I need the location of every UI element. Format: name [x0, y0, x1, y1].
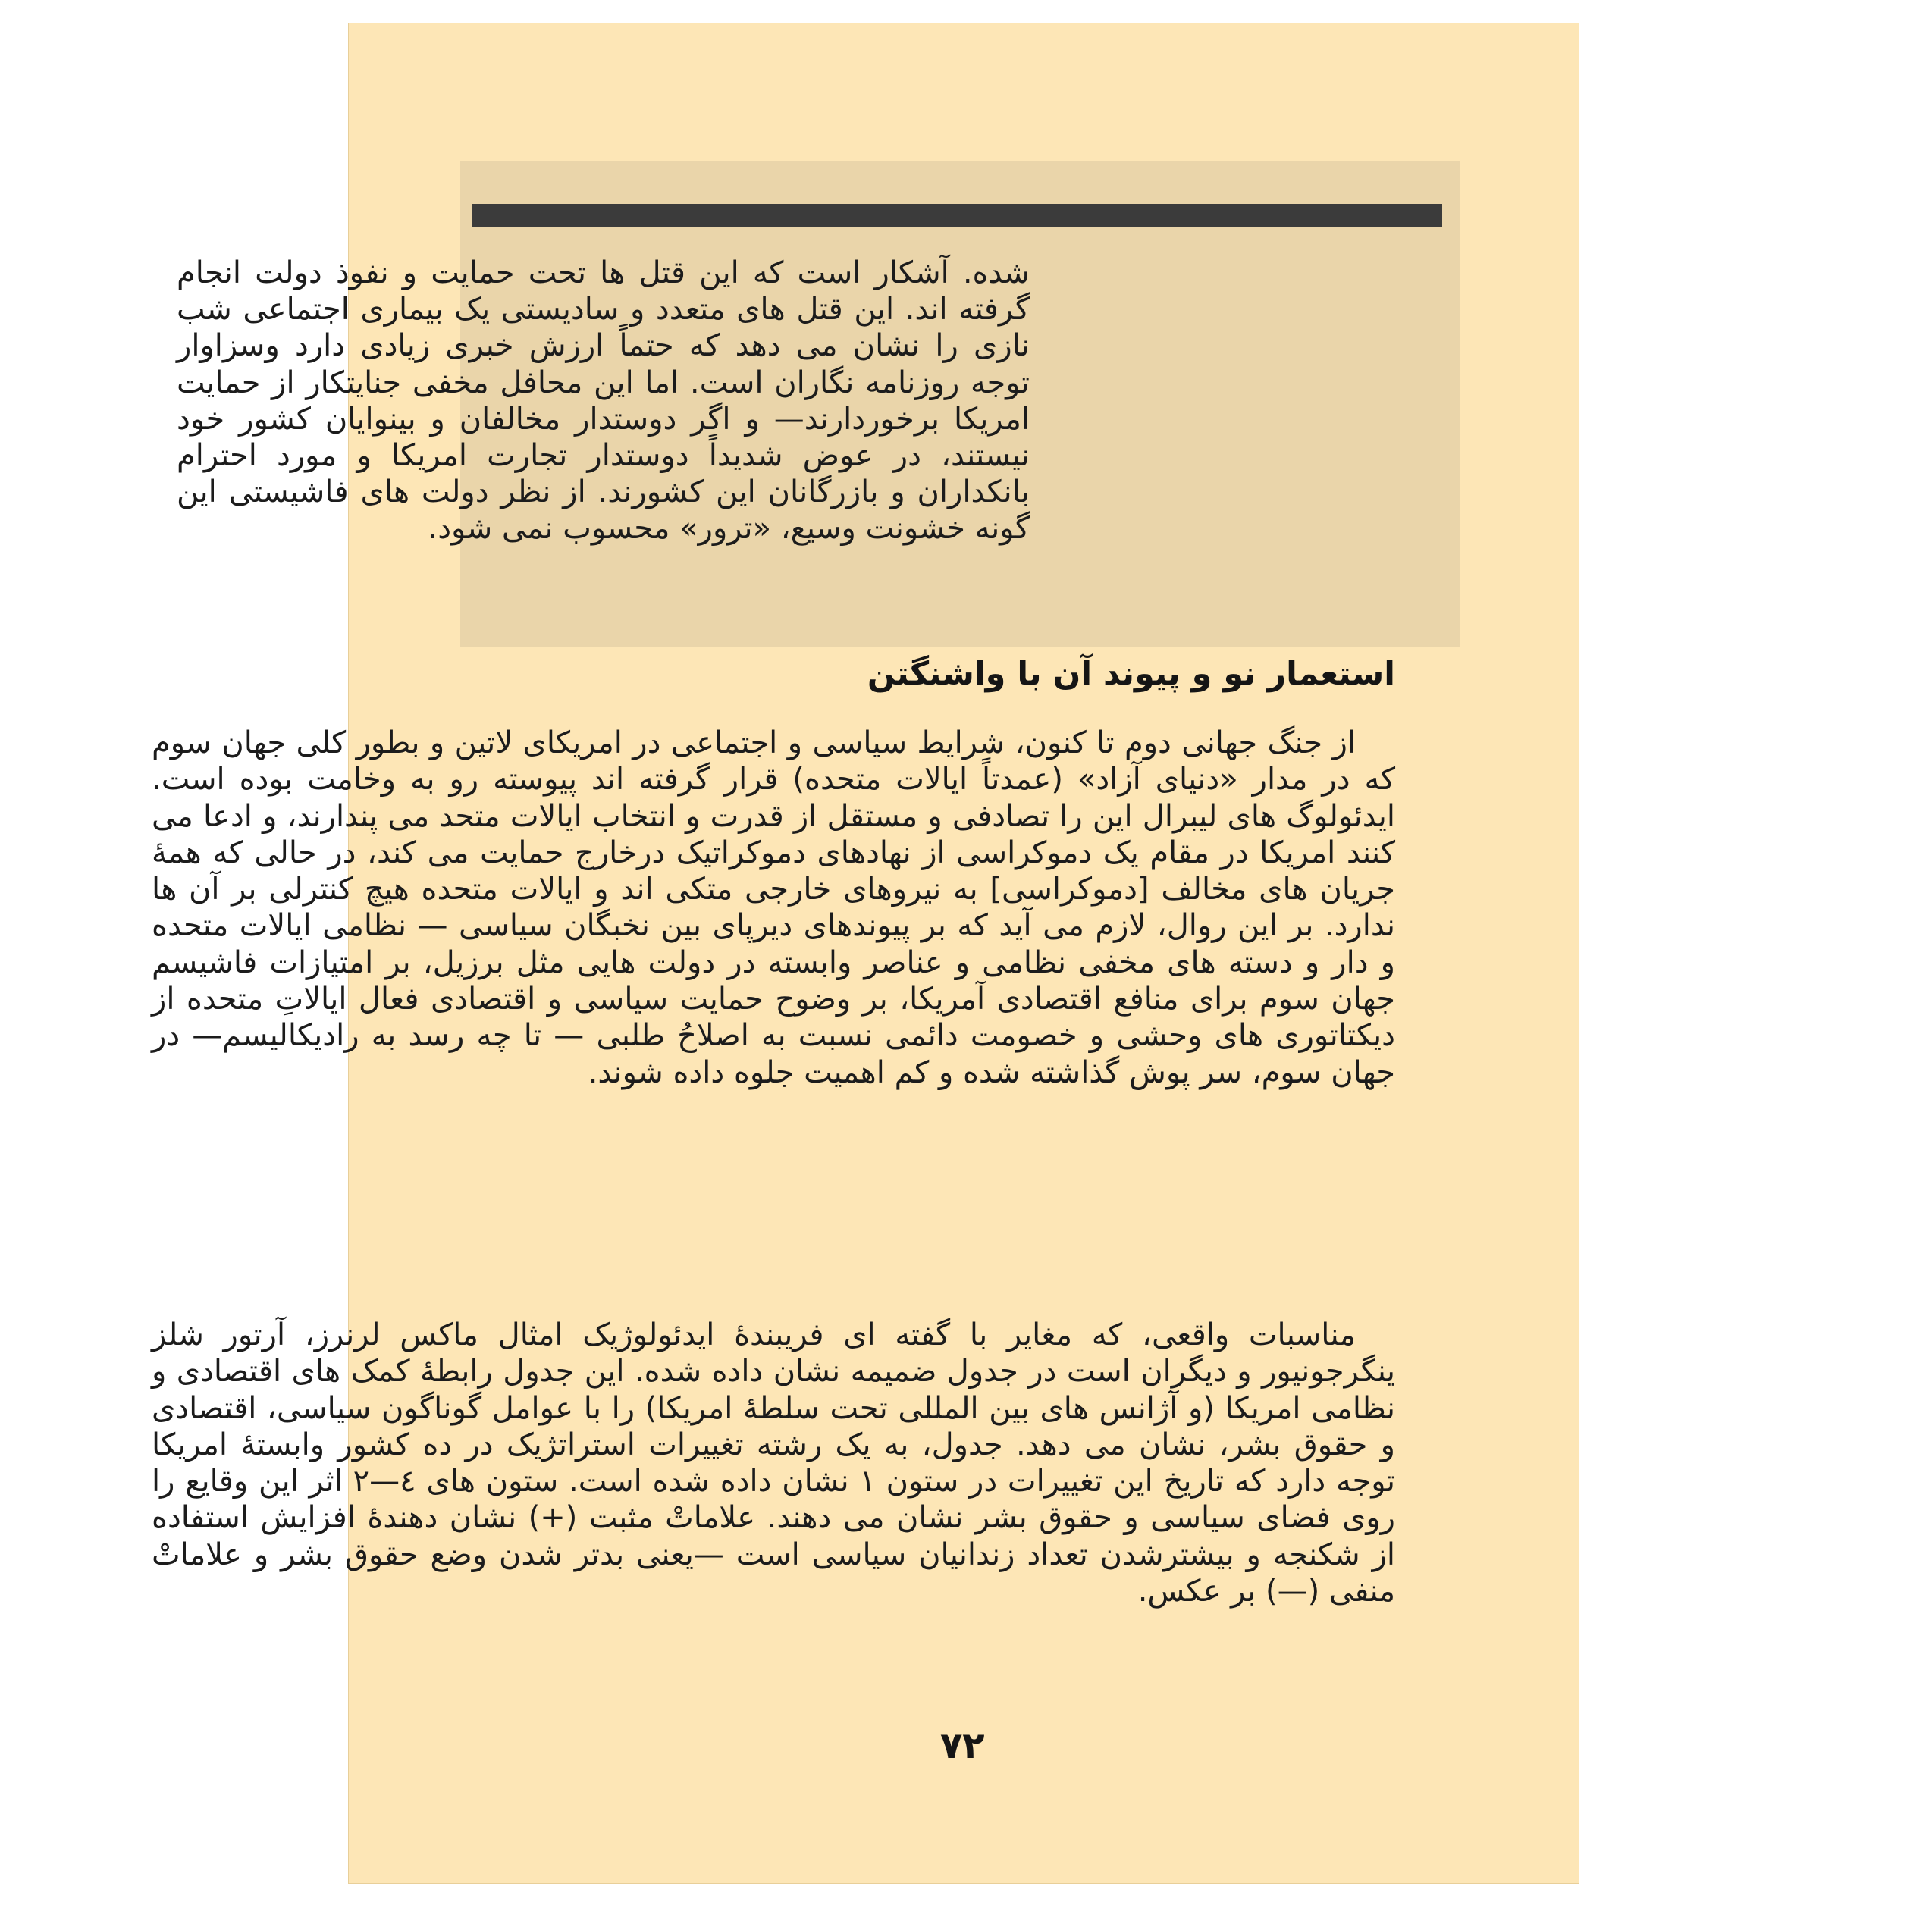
section-heading: استعمار نو و پیوند آن با واشنگتن: [867, 655, 1395, 693]
header-rule-bar: [472, 204, 1442, 227]
body-paragraph-2: مناسبات واقعی، که مغایر با گفته ای فریبندهٔ ایدئولوژیک امثال ماکس لرنرز، آرتور شلز ینگرجونیور و دیگران است در جدول ضمیمه نشان داده شده. این جدول رابطهٔ کمک های اقتصادی و نظامی امریکا (و آژانس های بین المللی تحت سلطهٔ امریکا) را با عوامل گوناگون سیاسی، اقتصادی و حقوق بشر، نشان می دهد. جدول، به یک رشته تغییرات استراتژیک در ده کشور وابستهٔ امریکا توجه دارد که تاریخ این تغییرات در ستون ۱ نشان داده شده است. ستون های ٤—۲ اثر این وقایع را روی فضای سیاسی و حقوق بشر نشان می دهند. علاماتْ مثبت (+) نشان دهندهٔ افزایش استفاده از شکنجه و بیشترشدن تعداد زندانیان سیاسی است —یعنی بدتر شدن وضع حقوق بشر و علاماتْ منفی (—) بر عکس.: [152, 1318, 1395, 1609]
page-number: ۷۲: [940, 1725, 985, 1767]
quote-paragraph: شده. آشکار است که این قتل ها تحت حمایت و نفوذ دولت انجام گرفته اند. این قتل های متعدد و سادیستی یک بیماری اجتماعی شب نازی را نشان می دهد که حتماً ارزش خبری زیادی دارد وسزاوار توجه روزنامه نگاران است. اما این محافل مخفی جنایتکار از حمایت امریکا برخوردارند— و اگر دوستدار مخالفان و بینوایان کشور خود نیستند، در عوض شدیداً دوستدار تجارت امریکا و مورد احترام بانکداران و بازرگانان این کشورند. از نظر دولت های فاشیستی این گونه خشونت وسیع، «ترور» محسوب نمی شود.: [177, 255, 1030, 547]
body-paragraph-1: از جنگ جهانی دوم تا کنون، شرایط سیاسی و اجتماعی در امریکای لاتین و بطور کلی جهان سوم که در مدار «دنیای آزاد» (عمدتاً ایالات متحده) قرار گرفته اند پیوسته رو به وخامت بوده است. ایدئولوگ های لیبرال این را تصادفی و مستقل از قدرت و انتخاب ایالات متحد می پندارند، و ادعا می کنند امریکا در مقام یک دموکراسی از نهادهای دموکراتیک درخارج حمایت می کند، در حالی که همهٔ جریان های مخالف [دموکراسی] به نیروهای خارجی متکی اند و ایالات متحده هیچ کنترلی بر آن ها ندارد. بر این روال، لازم می آید که بر پیوندهای دیرپای بین نخبگان سیاسی — نظامی ایالات متحده و دار و دسته های مخفی نظامی و عناصر وابسته در دولت هایی مثل برزیل، بر امتیازات فاشیسم جهان سوم برای منافع اقتصادی آمریکا، بر وضوح حمایت سیاسی و اقتصادی فعال ایالاتِ متحده از دیکتاتوری های وحشی و خصومت دائمی نسبت به اصلاحُ طلبی — تا چه رسد به رادیکالیسم— در جهان سوم، سر پوش گذاشته شده و کم اهمیت جلوه داده شوند.: [152, 725, 1395, 1090]
